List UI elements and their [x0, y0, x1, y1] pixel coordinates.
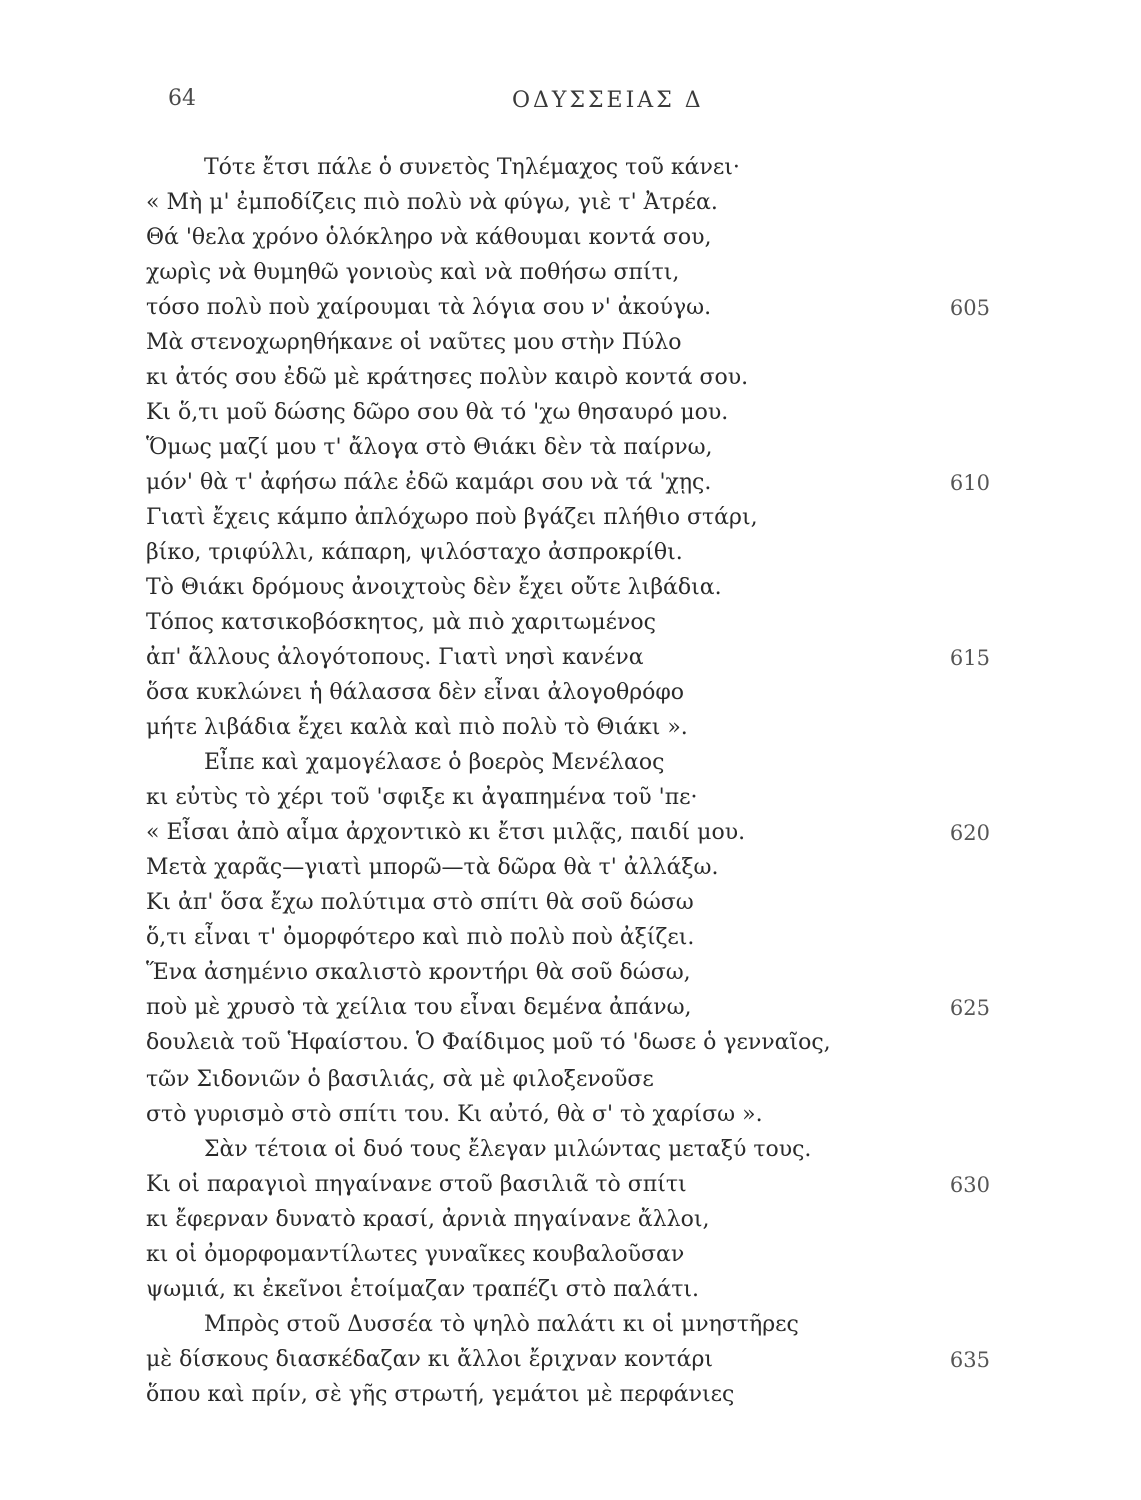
line-number: 615	[949, 646, 990, 670]
verse-line: Τότε ἔτσι πάλε ὁ συνετὸς Τηλέμαχος τοῦ κάνει·	[204, 155, 740, 180]
running-title: ΟΔΥΣΣΕΙΑΣ Δ	[512, 88, 704, 113]
verse-line: τόσο πολὺ ποὺ χαίρουμαι τὰ λόγια σου ν' ἀκούγω. 605	[146, 290, 996, 326]
verse-line: ψωμιά, κι ἐκεῖνοι ἑτοίμαζαν τραπέζι στὸ παλάτι.	[146, 1277, 699, 1302]
verse-line: κι εὐτὺς τὸ χέρι τοῦ 'σφιξε κι ἀγαπημένα τοῦ 'πε·	[146, 785, 698, 810]
line-number: 630	[949, 1173, 990, 1197]
line-number: 620	[949, 821, 990, 845]
line-number: 625	[949, 996, 990, 1020]
verse-line: Μπρὸς στοῦ Δυσσέα τὸ ψηλὸ παλάτι κι οἱ μνηστῆρες	[204, 1312, 799, 1337]
verse-line: μόν' θὰ τ' ἀφήσω πάλε ἐδῶ καμάρι σου νὰ τά 'χῃς. 610	[146, 465, 996, 501]
verse-line: ποὺ μὲ χρυσὸ τὰ χείλια του εἶναι δεμένα ἀπάνω, 625	[146, 990, 996, 1026]
verse-line: Θά 'θελα χρόνο ὁλόκληρο νὰ κάθουμαι κοντά σου,	[146, 225, 712, 250]
verse-line: Ἕνα ἀσημένιο σκαλιστὸ κροντήρι θὰ σοῦ δώσω,	[146, 960, 691, 985]
verse-line: τῶν Σιδονιῶν ὁ βασιλιάς, σὰ μὲ φιλοξενοῦσε	[146, 1067, 654, 1092]
verse-line: Εἶπε καὶ χαμογέλασε ὁ βοερὸς Μενέλαος	[204, 750, 665, 775]
verse-line: Μετὰ χαρᾶς—γιατὶ μπορῶ—τὰ δῶρα θὰ τ' ἀλλάξω.	[146, 855, 719, 880]
verse-line: ὅσα κυκλώνει ἡ θάλασσα δὲν εἶναι ἀλογοθρόφο	[146, 680, 685, 705]
verse-line: βίκο, τριφύλλι, κάπαρη, ψιλόσταχο ἀσπροκρίθι.	[146, 540, 683, 565]
page-number: 64	[168, 86, 196, 111]
verse-line: Ὅμως μαζί μου τ' ἄλογα στὸ Θιάκι δὲν τὰ παίρνω,	[146, 435, 713, 460]
verse-line: Τὸ Θιάκι δρόμους ἀνοιχτοὺς δὲν ἔχει οὔτε λιβάδια.	[146, 575, 722, 600]
verse-line: ἀπ' ἄλλους ἀλογότοπους. Γιατὶ νησὶ κανένα 615	[146, 640, 996, 676]
verse-line: στὸ γυρισμὸ στὸ σπίτι του. Κι αὐτό, θὰ σ' τὸ χαρίσω ».	[146, 1102, 763, 1127]
line-number: 605	[949, 296, 990, 320]
verse-line: Κι ἀπ' ὅσα ἔχω πολύτιμα στὸ σπίτι θὰ σοῦ δώσω	[146, 890, 694, 915]
line-number: 610	[949, 471, 990, 495]
verse-line: Σὰν τέτοια οἱ δυό τους ἔλεγαν μιλώντας μεταξύ τους.	[204, 1137, 812, 1162]
verse-line: Τόπος κατσικοβόσκητος, μὰ πιὸ χαριτωμένος	[146, 610, 656, 635]
verse-line: Γιατὶ ἔχεις κάμπο ἀπλόχωρο ποὺ βγάζει πλήθιο στάρι,	[146, 505, 758, 530]
verse-line: μήτε λιβάδια ἔχει καλὰ καὶ πιὸ πολὺ τὸ Θιάκι ».	[146, 715, 688, 740]
verse-line: δουλειὰ τοῦ Ἡφαίστου. Ὁ Φαίδιμος μοῦ τό 'δωσε ὁ γενναῖος,	[146, 1030, 831, 1055]
verse-line: μὲ δίσκους διασκέδαζαν κι ἄλλοι ἔριχναν κοντάρι 635	[146, 1342, 996, 1378]
verse-line: Μὰ στενοχωρηθήκανε οἱ ναῦτες μου στὴν Πύλο	[146, 330, 682, 355]
verse-line: « Εἶσαι ἀπὸ αἷμα ἀρχοντικὸ κι ἔτσι μιλᾷς, παιδί μου. 620	[146, 815, 996, 851]
verse-line: κι οἱ ὀμορφομαντίλωτες γυναῖκες κουβαλοῦσαν	[146, 1242, 685, 1267]
verse-line: κι ἀτός σου ἐδῶ μὲ κράτησες πολὺν καιρὸ κοντά σου.	[146, 365, 749, 390]
verse-line: Κι οἱ παραγιοὶ πηγαίνανε στοῦ βασιλιᾶ τὸ σπίτι 630	[146, 1167, 996, 1203]
verse-line: « Μὴ μ' ἐμποδίζεις πιὸ πολὺ νὰ φύγω, γιὲ τ' Ἀτρέα.	[146, 190, 718, 215]
line-number: 635	[949, 1348, 990, 1372]
verse-line: ὅπου καὶ πρίν, σὲ γῆς στρωτή, γεμάτοι μὲ περφάνιες	[146, 1382, 735, 1407]
verse-line: χωρὶς νὰ θυμηθῶ γονιοὺς καὶ νὰ ποθήσω σπίτι,	[146, 260, 680, 285]
verse-line: ὅ,τι εἶναι τ' ὀμορφότερο καὶ πιὸ πολὺ ποὺ ἀξίζει.	[146, 925, 695, 950]
verse-line: Κι ὅ,τι μοῦ δώσης δῶρο σου θὰ τό 'χω θησαυρό μου.	[146, 400, 729, 425]
verse-line: κι ἔφερναν δυνατὸ κρασί, ἀρνιὰ πηγαίνανε ἄλλοι,	[146, 1207, 710, 1232]
